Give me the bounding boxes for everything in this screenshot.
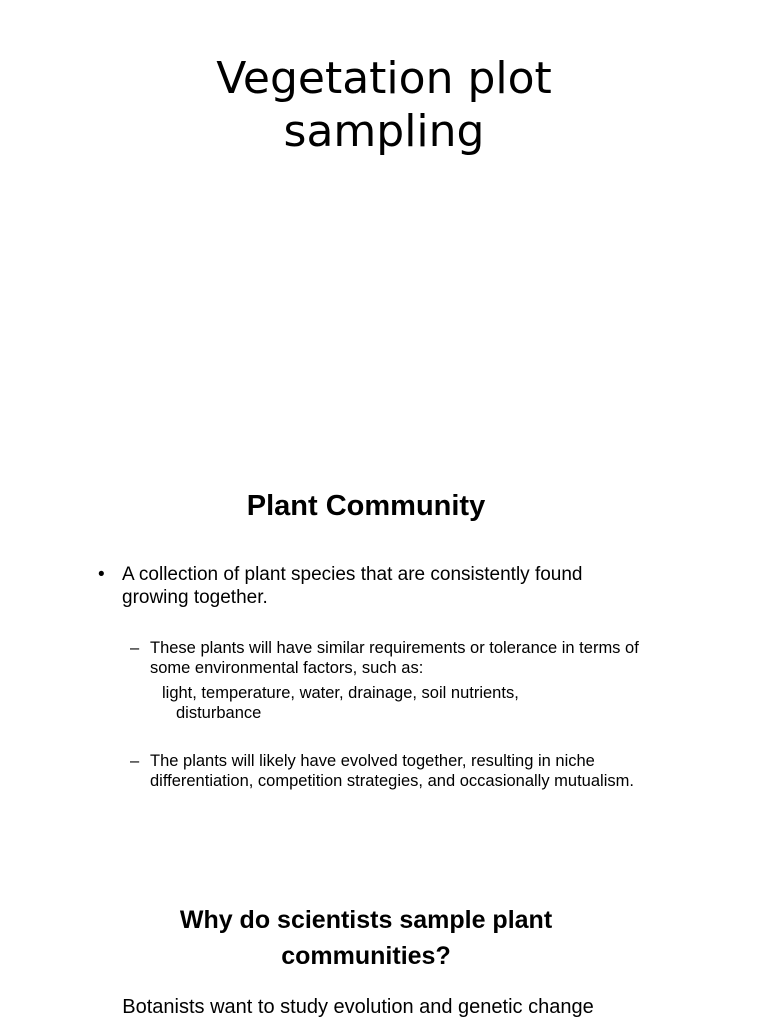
- slide-3-heading-line-2: communities?: [281, 942, 451, 970]
- slide-1-title: [0, 52, 768, 158]
- slide-1-title-line-1: Vegetation plot: [216, 53, 552, 104]
- slide-2-sub-bullet-1-detail: [162, 683, 622, 723]
- slide-1-title-line-2: sampling: [283, 106, 485, 157]
- slide-3-body-text: Botanists want to study evolution and genetic change: [122, 996, 594, 1018]
- detail-line-2: disturbance: [176, 704, 262, 722]
- slide-2-sub-bullet-1: [130, 638, 670, 678]
- detail-line-1: light, temperature, water, drainage, soil nutrients,: [162, 684, 519, 702]
- sub-bullet-marker: –: [130, 639, 140, 657]
- sub-bullet-text: The plants will likely have evolved together, resulting in niche differentiation, competition strategies, and occasionally mutualism.: [150, 752, 634, 790]
- slide-2-bullet: [98, 563, 622, 609]
- slide-2-heading: Plant Community: [246, 490, 486, 522]
- sub-bullet-marker: –: [130, 752, 140, 770]
- slide-2-sub-bullet-2: [130, 751, 670, 791]
- bullet-text: A collection of plant species that are consistently found growing together.: [122, 564, 583, 608]
- slide-3-heading: [0, 902, 732, 974]
- bullet-marker: •: [98, 564, 105, 585]
- sub-bullet-text: These plants will have similar requirements or tolerance in terms of some environmental factors, such as:: [150, 639, 639, 677]
- slide-3-heading-line-1: Why do scientists sample plant: [179, 906, 553, 934]
